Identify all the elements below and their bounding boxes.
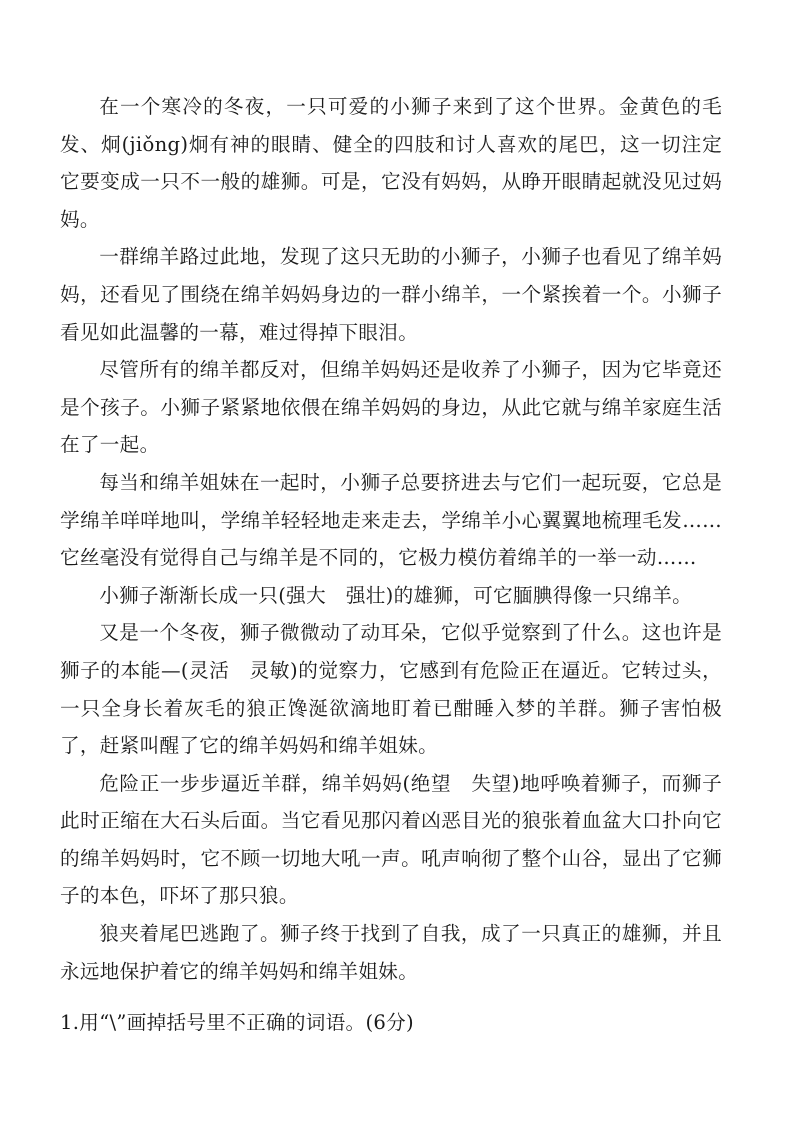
- paragraph-2: 一群绵羊路过此地，发现了这只无助的小狮子，小狮子也看见了绵羊妈妈，还看见了围绕在绵羊妈妈身边的一群小绵羊，一个紧挨着一个。小狮子看见如此温馨的一幕，难过得掉下眼泪。: [60, 245, 722, 344]
- question-1: 1.用“\”画掉括号里不正确的词语。(6分): [60, 1011, 414, 1034]
- paragraph-3: 尽管所有的绵羊都反对，但绵羊妈妈还是收养了小狮子，因为它毕竟还是个孩子。小狮子紧紧地依偎在绵羊妈妈的身边，从此它就与绵羊家庭生活在了一起。: [60, 358, 722, 457]
- paragraph-6: 又是一个冬夜，狮子微微动了动耳朵，它似乎觉察到了什么。这也许是狮子的本能—(灵活 灵敏)的觉察力，它感到有危险正在逼近。它转过头，一只全身长着灰毛的狼正馋涎欲滴地盯着已酣睡入梦的羊群。狮子害怕极了，赶紧叫醒了它的绵羊妈妈和绵羊姐妹。: [60, 621, 722, 758]
- paragraph-1: 在一个寒冷的冬夜，一只可爱的小狮子来到了这个世界。金黄色的毛发、炯(jiǒng)炯有神的眼睛、健全的四肢和讨人喜欢的尾巴，这一切注定它要变成一只不一般的雄狮。可是，它没有妈妈，从睁开眼睛起就没见过妈妈。: [60, 95, 722, 231]
- story-text: [60, 88, 722, 990]
- paragraph-8: 狼夹着尾巴逃跑了。狮子终于找到了自我，成了一只真正的雄狮，并且永远地保护着它的绵羊妈妈和绵羊姐妹。: [60, 922, 722, 983]
- paragraph-5: 小狮子渐渐长成一只(强大 强壮)的雄狮，可它腼腆得像一只绵羊。: [99, 583, 692, 607]
- paragraph-7: 危险正一步步逼近羊群，绵羊妈妈(绝望 失望)地呼唤着狮子，而狮子此时正缩在大石头后面。当它看见那闪着凶恶目光的狼张着血盆大口扑向它的绵羊妈妈时，它不顾一切地大吼一声。吼声响彻了整个山谷，显出了它狮子的本色，吓坏了那只狼。: [60, 771, 722, 908]
- paragraph-4: 每当和绵羊姐妹在一起时，小狮子总要挤进去与它们一起玩耍，它总是学绵羊咩咩地叫，学绵羊轻轻地走来走去，学绵羊小心翼翼地梳理毛发……它丝毫没有觉得自己与绵羊是不同的，它极力模仿着绵羊的一举一动……: [60, 470, 722, 570]
